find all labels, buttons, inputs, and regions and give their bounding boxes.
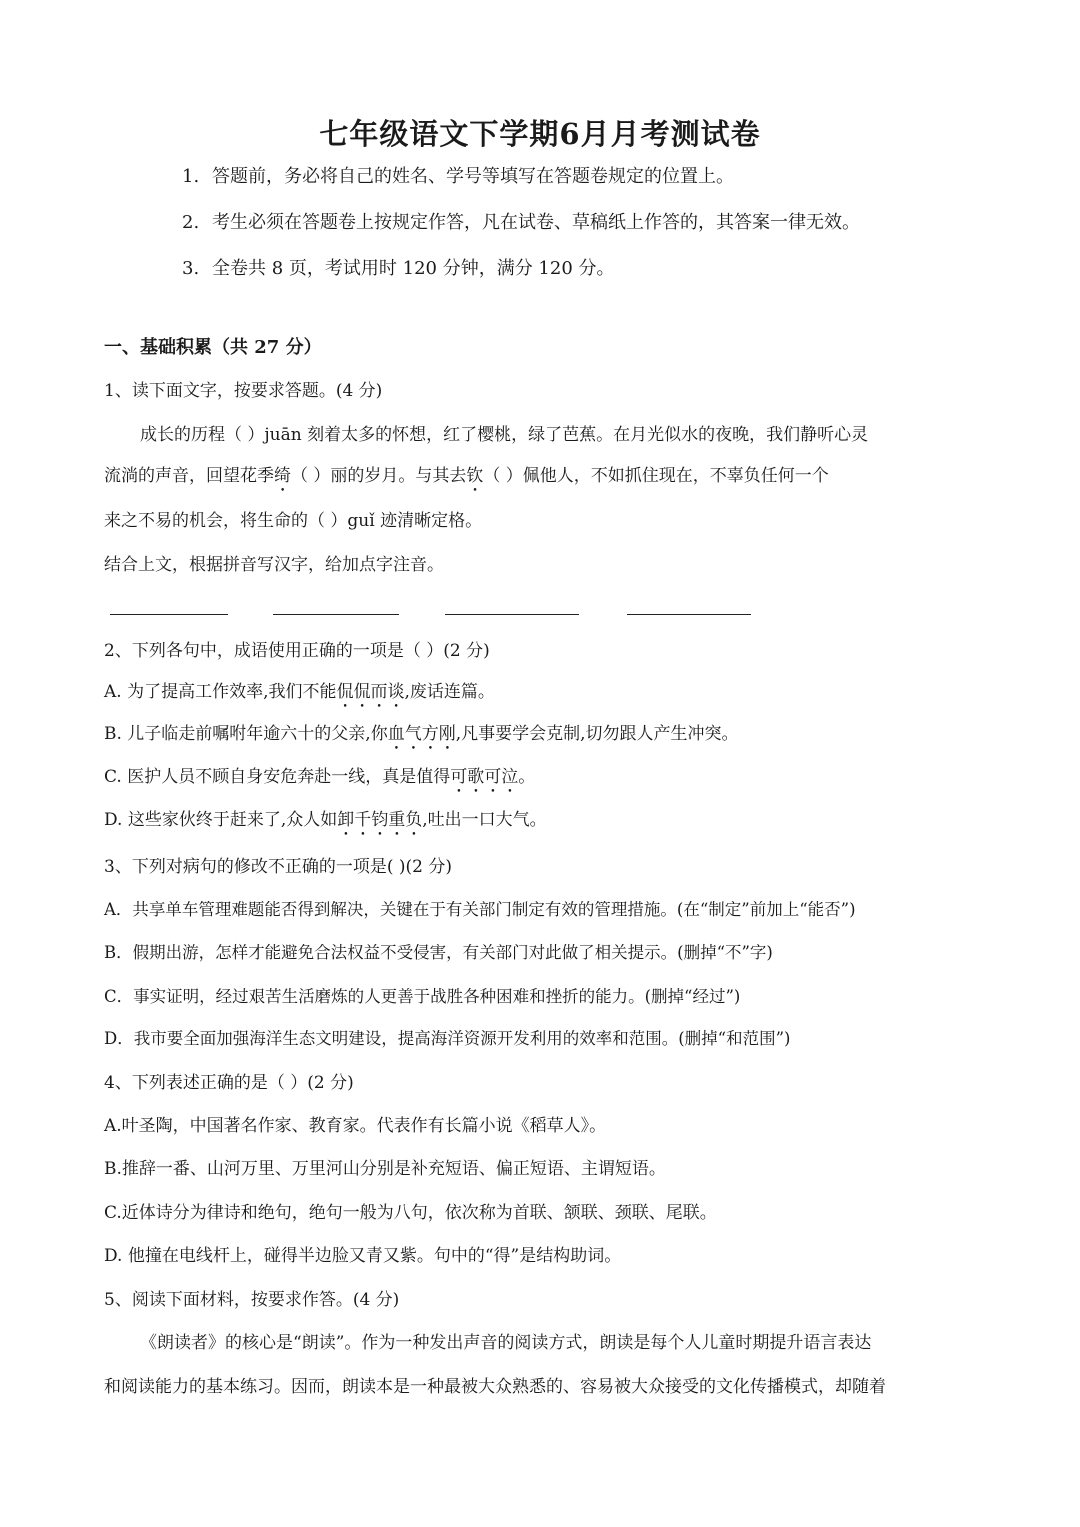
question-5-passage-line-2: 和阅读能力的基本练习。因而，朗读本是一种最被大众熟悉的、容易被大众接受的文化传播模式，却随着 [104,1377,886,1397]
dotted-character: 绮 [274,466,291,486]
answer-blank-3[interactable] [445,614,579,615]
dotted-idiom: 血气方刚 [387,724,456,744]
passage-text: （ ）丽的岁月。与其去 [291,466,467,486]
question-3-stem: 3、下列对病句的修改不正确的一项是( )(2 分) [104,857,452,877]
option-text: ,凡事要学会克制,切勿跟人产生冲突。 [455,724,739,744]
passage-text: （ ）佩他人，不如抓住现在，不辜负任何一个 [483,466,829,486]
question-1-passage-line-3: 来之不易的机会，将生命的（ ）guǐ 迹清晰定格。 [104,511,483,531]
question-2-stem: 2、下列各句中，成语使用正确的一项是（ ）(2 分) [104,641,490,661]
instruction-number: 2. [182,212,200,233]
question-1-passage-line-1: 成长的历程（ ）juān 刻着太多的怀想，红了樱桃，绿了芭蕉。在月光似水的夜晚，我们静听心灵 [140,425,869,445]
option-text: C. 医护人员不顾自身安危奔赴一线，真是值得 [104,767,451,787]
instruction-2 [182,211,860,235]
dotted-idiom: 侃侃而谈 [336,682,405,702]
question-4-option-d: D. 他撞在电线杆上，碰得半边脸又青又紫。句中的“得”是结构助词。 [104,1246,622,1266]
option-text: B. 儿子临走前嘱咐年逾六十的父亲,你 [104,724,388,744]
option-text: ,吐出一口大气。 [422,810,547,830]
question-1-stem: 1、读下面文字，按要求答题。(4 分) [104,381,383,401]
instruction-text: 答题前，务必将自己的姓名、学号等填写在答题卷规定的位置上。 [212,166,734,187]
passage-text: 流淌的声音，回望花季 [104,466,274,486]
page-title: 七年级语文下学期6月月考测试卷 [319,117,761,151]
instruction-number: 3. [182,258,200,279]
question-1-passage-line-2 [104,464,829,496]
question-1-instruction: 结合上文，根据拼音写汉字，给加点字注音。 [104,555,444,575]
question-3-option-a: A．共享单车管理难题能否得到解决，关键在于有关部门制定有效的管理措施。(在“制定”前加上“能否”) [104,900,856,919]
answer-blank-4[interactable] [627,614,751,615]
instruction-number: 1. [182,166,200,187]
question-2-option-c [104,765,535,797]
answer-blank-2[interactable] [273,614,399,615]
question-4-option-c: C.近体诗分为律诗和绝句，绝句一般为八句，依次称为首联、颔联、颈联、尾联。 [104,1203,717,1223]
instruction-text: 考生必须在答题卷上按规定作答，凡在试卷、草稿纸上作答的，其答案一律无效。 [212,212,860,233]
question-2-option-d [104,808,547,840]
dotted-character: 钦 [466,466,484,486]
dotted-idiom: 可歌可泣 [450,767,519,787]
question-4-stem: 4、下列表述正确的是（ ）(2 分) [104,1073,354,1093]
option-text: 。 [518,767,536,787]
option-text: ,废话连篇。 [404,682,495,702]
dotted-idiom: 卸千钧重负 [337,810,423,830]
instruction-3 [182,257,615,281]
section-heading: 一、基础积累（共 27 分） [104,337,322,358]
question-4-option-a: A.叶圣陶，中国著名作家、教育家。代表作有长篇小说《稻草人》。 [104,1116,607,1136]
question-5-passage-line-1: 《朗读者》的核心是“朗读”。作为一种发出声音的阅读方式，朗读是每个人儿童时期提升语言表达 [140,1333,872,1353]
question-2-option-a [104,680,495,712]
option-text: A. 为了提高工作效率,我们不能 [104,682,337,702]
question-2-option-b [104,722,739,754]
question-4-option-b: B.推辞一番、山河万里、万里河山分别是补充短语、偏正短语、主谓短语。 [104,1159,666,1179]
instruction-1 [182,165,734,189]
answer-blank-1[interactable] [110,614,228,615]
question-3-option-d: D．我市要全面加强海洋生态文明建设，提高海洋资源开发利用的效率和范围。(删掉“和范围”) [104,1029,791,1048]
question-3-option-c: C．事实证明，经过艰苦生活磨炼的人更善于战胜各种困难和挫折的能力。(删掉“经过”) [104,987,741,1006]
question-5-stem: 5、阅读下面材料，按要求作答。(4 分) [104,1290,400,1310]
instruction-text: 全卷共 8 页，考试用时 120 分钟，满分 120 分。 [212,258,615,279]
question-3-option-b: B．假期出游，怎样才能避免合法权益不受侵害，有关部门对此做了相关提示。(删掉“不”字) [104,943,773,962]
option-text: D. 这些家伙终于赶来了,众人如 [104,810,338,830]
